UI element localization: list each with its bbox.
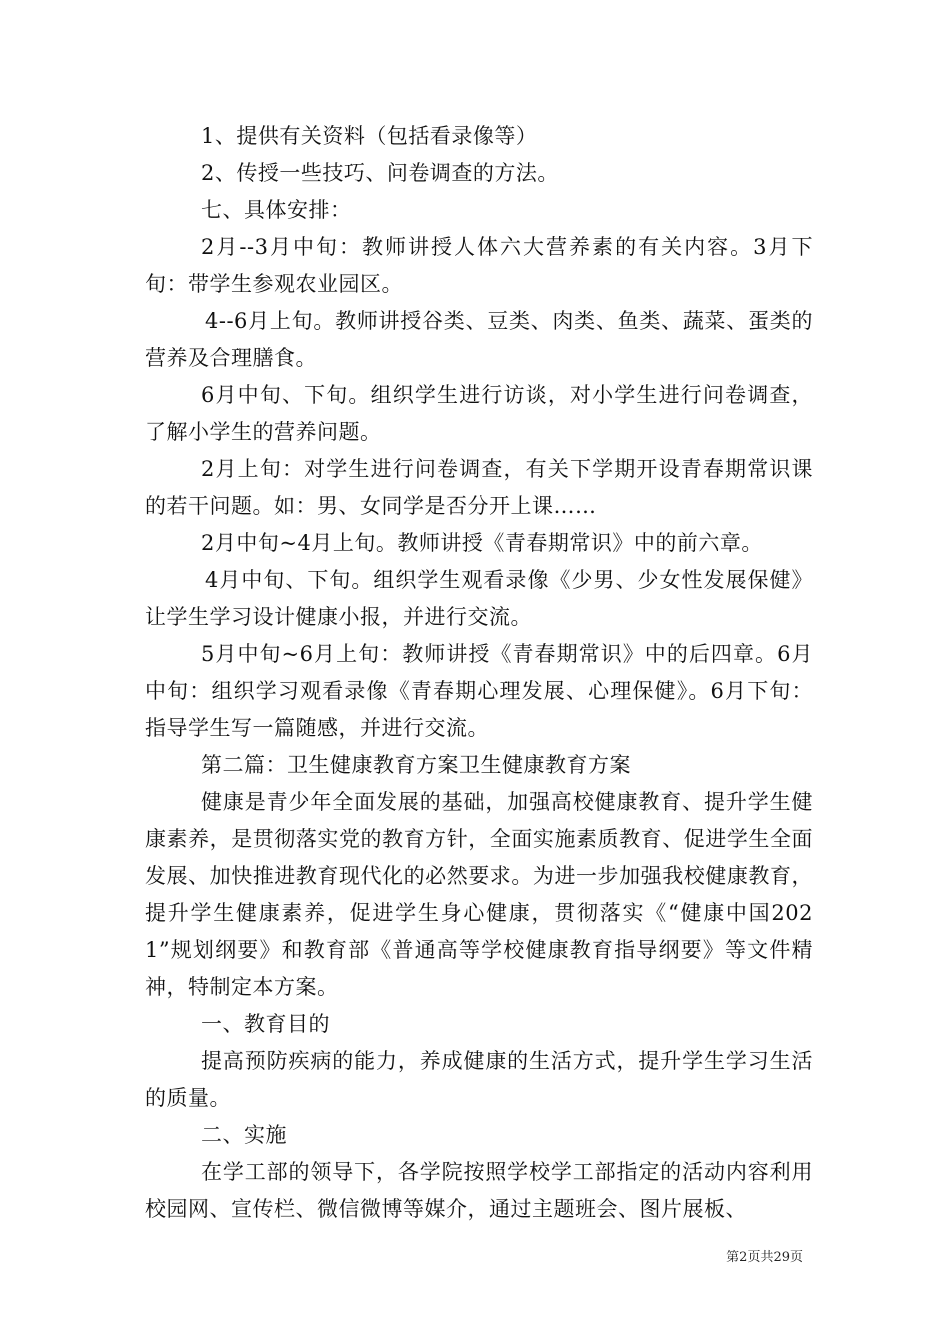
document-body <box>145 118 813 1228</box>
paragraph-5: 4--6月上旬。教师讲授谷类、豆类、肉类、鱼类、蔬菜、蛋类的营养及合理膳食。 <box>145 309 813 370</box>
paragraph-14: 提高预防疾病的能力，养成健康的生活方式，提升学生学习生活的质量。 <box>145 1049 813 1110</box>
section-heading-goal: 一、教育目的 <box>201 1012 330 1036</box>
paragraph-2: 2、传授一些技巧、问卷调查的方法。 <box>201 161 559 185</box>
paragraph-4: 2月--3月中旬：教师讲授人体六大营养素的有关内容。3月下旬：带学生参观农业园区。 <box>145 235 813 296</box>
paragraph-6: 6月中旬、下旬。组织学生进行访谈，对小学生进行问卷调查，了解小学生的营养问题。 <box>145 383 813 444</box>
paragraph-16: 在学工部的领导下，各学院按照学校学工部指定的活动内容利用校园网、宣传栏、微信微博等媒介，通过主题班会、图片展板、 <box>145 1160 813 1221</box>
section-heading-implementation: 二、实施 <box>201 1123 287 1147</box>
page-number-footer: 第2页共29页 <box>726 1250 803 1265</box>
section-heading-arrangement: 七、具体安排： <box>201 198 352 222</box>
paragraph-8: 2月中旬~4月上旬。教师讲授《青春期常识》中的前六章。 <box>201 531 763 555</box>
paragraph-10: 5月中旬~6月上旬：教师讲授《青春期常识》中的后四章。6月中旬：组织学习观看录像《青春期心理发展、心理保健》。6月下旬：指导学生写一篇随感，并进行交流。 <box>145 642 813 740</box>
article-title-second: 第二篇：卫生健康教育方案卫生健康教育方案 <box>201 753 631 777</box>
paragraph-12: 健康是青少年全面发展的基础，加强高校健康教育、提升学生健康素养，是贯彻落实党的教育方针，全面实施素质教育、促进学生全面发展、加快推进教育现代化的必然要求。为进一步加强我校健康教育，提升学生健康素养，促进学生身心健康，贯彻落实《“健康中国2021”规划纲要》和教育部《普通高等学校健康教育指导纲要》等文件精神，特制定本方案。 <box>145 790 813 999</box>
paragraph-1: 1、提供有关资料（包括看录像等） <box>201 124 538 148</box>
paragraph-9: 4月中旬、下旬。组织学生观看录像《少男、少女性发展保健》让学生学习设计健康小报，并进行交流。 <box>145 568 813 629</box>
paragraph-7: 2月上旬：对学生进行问卷调查，有关下学期开设青春期常识课的若干问题。如：男、女同学是否分开上课…… <box>145 457 813 518</box>
